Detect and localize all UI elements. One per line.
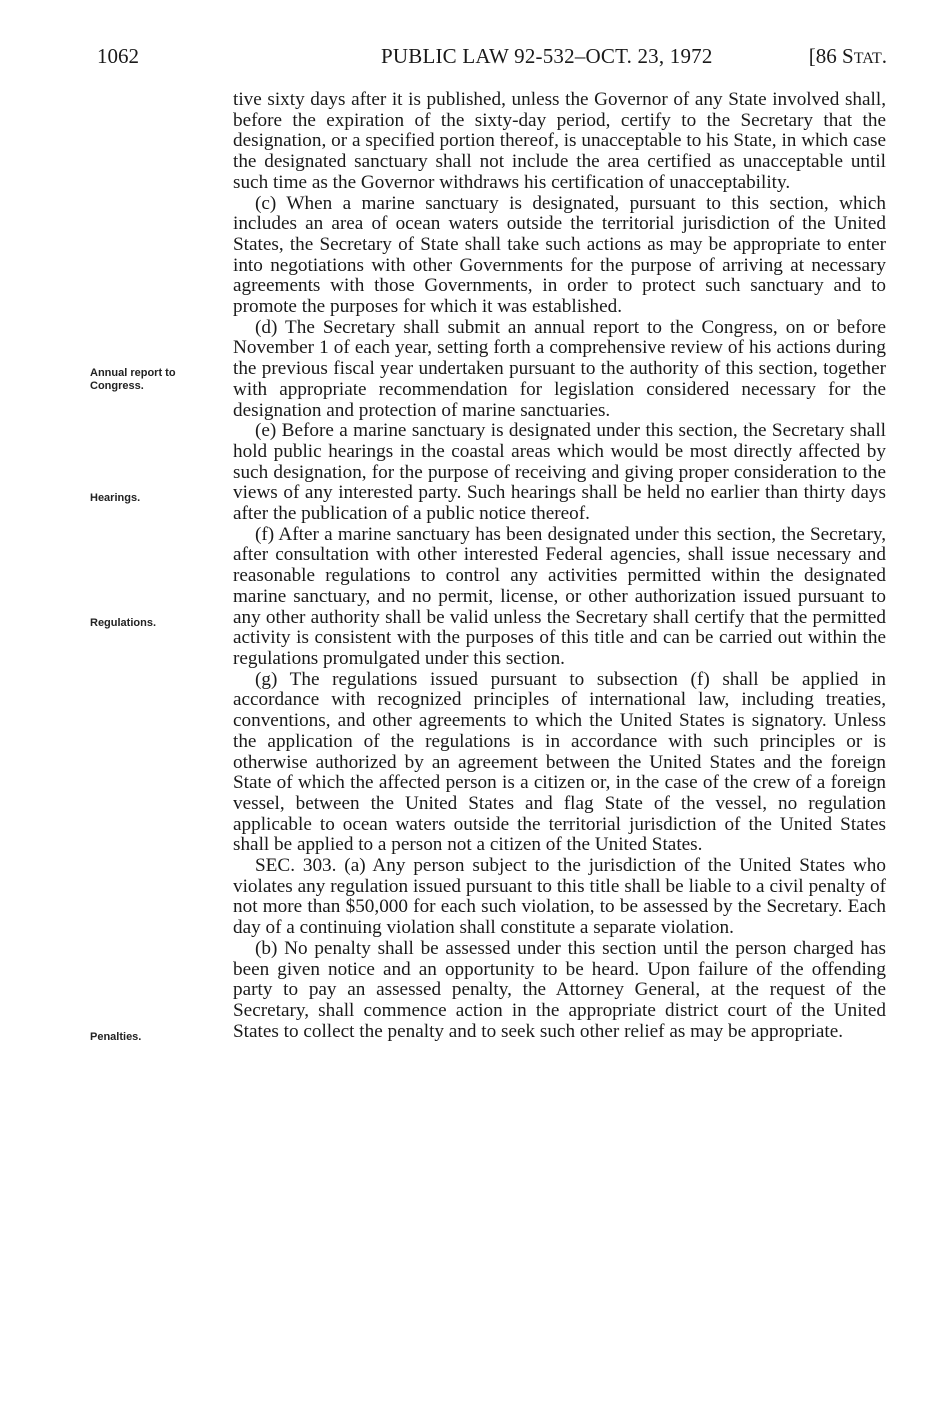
- paragraph-continued: tive sixty days after it is published, unless the Governor of any State involved shall, before the expiration of the sixty-day period, certify to the Secretary that the designation, or a specified portion thereof, is unacceptable to his State, in which case the designated sanctuary shall not include the area certified as unacceptable until such time as the Governor withdraws his certification of unacceptability.: [233, 89, 886, 193]
- statute-reference: [86 STAT.: [808, 44, 887, 68]
- paragraph-c: (c) When a marine sanctuary is designated, pursuant to this section, which includes an area of ocean waters outside the territorial jurisdiction of the United States, the Secretary of State shall take such actions as may be appropriate to enter into negotiations with other Governments for the purpose of arriving at necessary agreements with those Governments, in order to protect such sanctuary and to promote the purposes for which it was established.: [233, 192, 886, 318]
- margin-note-annual-report: Annual report to Congress.: [90, 367, 176, 392]
- paragraph-d: (d) The Secretary shall submit an annual report to the Congress, on or before November 1 of each year, setting forth a comprehensive review of his actions during the previous fiscal year undertaken pursuant to the authority of this section, together with appropriate recommendation for legislation considered necessary for the designation and protection of marine sanctuaries.: [233, 316, 886, 421]
- paragraph-sec-303-b: (b) No penalty shall be assessed under this section until the person charged has been given notice and an opportunity to be heard. Upon failure of the offending party to pay an assessed penalty, the Attorney General, at the request of the Secretary, shall commence action in the appropriate district court of the United States to collect the penalty and to seek such other relief as may be appropriate.: [233, 937, 886, 1042]
- paragraph-e: (e) Before a marine sanctuary is designated under this section, the Secretary shall hold public hearings in the coastal areas which would be most directly affected by such designation, for the purpose of receiving and giving proper consideration to the views of any interested party. Such hearings shall be held no earlier than thirty days after the publication of a public notice thereof.: [233, 420, 886, 525]
- margin-note-hearings: Hearings.: [90, 492, 141, 504]
- paragraph-g: (g) The regulations issued pursuant to subsection (f) shall be applied in accordance with recognized principles of international law, including treaties, conventions, and other agreements to which the United States is signatory. Unless the application of the regulations is in accordance with such principles or is otherwise authorized by an agreement between the United States and the foreign State of which the affected person is a citizen or, in the case of the crew of a foreign vessel, between the United States and flag State of the vessel, no regulation applicable to ocean waters outside the territorial jurisdiction of the United States shall be applied to a person not a citizen of the United States.: [233, 668, 886, 856]
- running-title: PUBLIC LAW 92-532–OCT. 23, 1972: [381, 44, 713, 68]
- margin-note-regulations: Regulations.: [90, 617, 157, 629]
- page-number: 1062: [97, 44, 139, 68]
- body-text: [233, 90, 886, 1042]
- margin-note-penalties: Penalties.: [90, 1031, 142, 1043]
- paragraph-sec-303-a: SEC. 303. (a) Any person subject to the jurisdiction of the United States who violates any regulation issued pursuant to this title shall be liable to a civil penalty of not more than $50,000 for each such violation, to be assessed by the Secretary. Each day of a continuing violation shall constitute a separate violation.: [233, 855, 886, 939]
- page-header: [97, 44, 887, 74]
- paragraph-f: (f) After a marine sanctuary has been designated under this section, the Secretary, after consultation with other interested Federal agencies, shall issue necessary and reasonable regulations to control any activities permitted within the designated marine sanctuary, and no permit, license, or other authorization issued pursuant to any other authority shall be valid unless the Secretary shall certify that the permitted activity is consistent with the purposes of this title and can be carried out within the regulations promulgated under this section.: [233, 523, 886, 669]
